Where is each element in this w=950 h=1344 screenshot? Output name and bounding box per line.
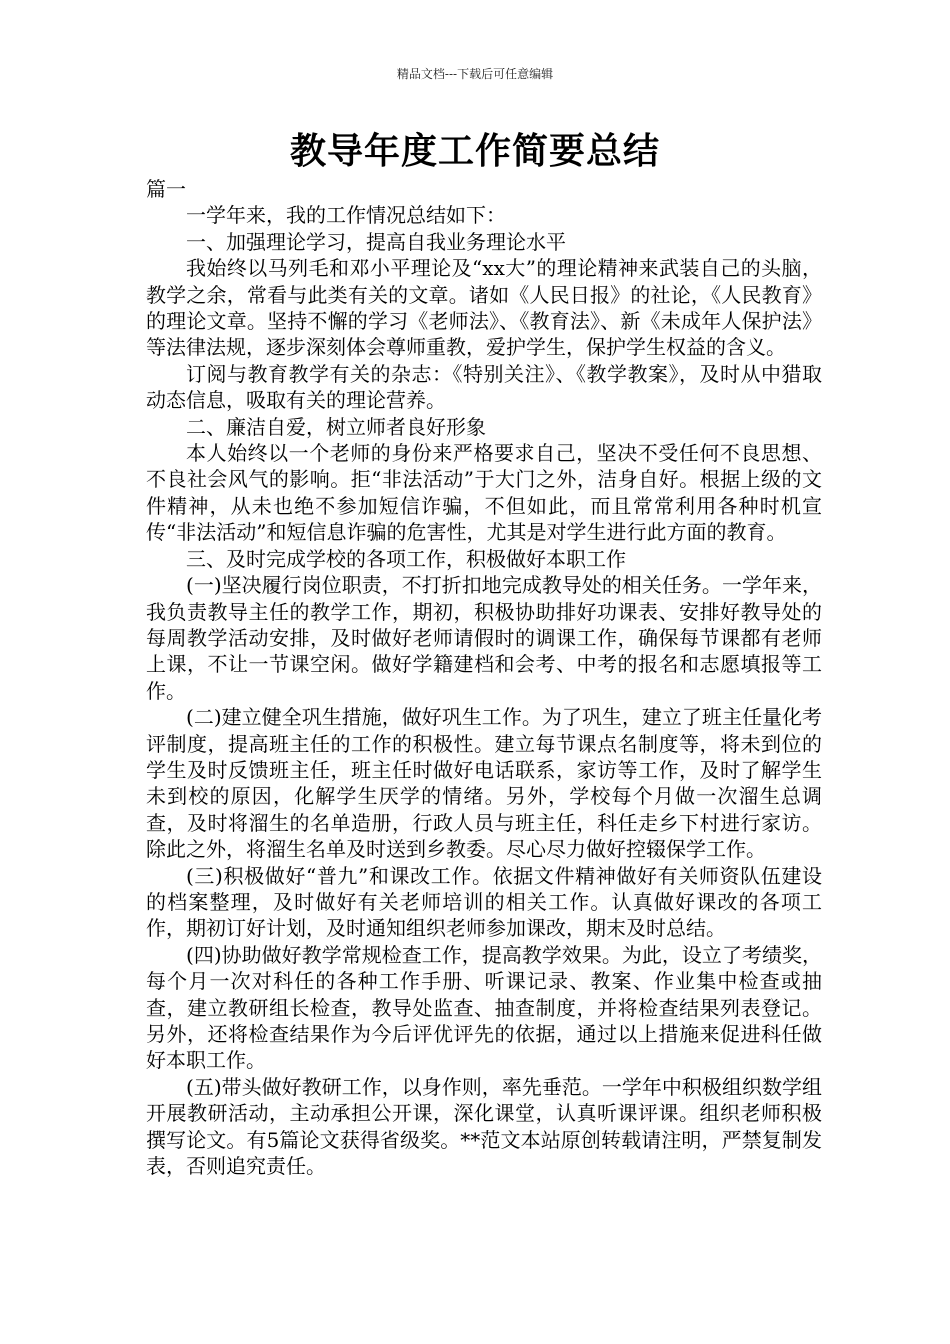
paragraph-theory-study: 我始终以马列毛和邓小平理论及“xx大”的理论精神来武装自己的头脑，教学之余，常看与此类有关的文章。诸如《人民日报》的社论，《人民教育》的理论文章。坚持不懈的学习《老师法》、《教育法》、新《未成年人保护法》等法律法规，逐步深刻体会尊师重教，爱护学生，保护学生权益的含义。 <box>146 256 822 360</box>
paragraph-item-2: (二)建立健全巩生措施，做好巩生工作。为了巩生，建立了班主任量化考评制度，提高班主任的工作的积极性。建立每节课点名制度等，将未到位的学生及时反馈班主任，班主任时做好电话联系，家访等工作，及时了解学生未到校的原因，化解学生厌学的情绪。另外，学校每个月做一次溜生总调查，及时将溜生的名单造册，行政人员与班主任，科任走乡下村进行家访。除此之外，将溜生名单及时送到乡教委。尽心尽力做好控辍保学工作。 <box>146 705 822 862</box>
paragraph-intro: 一学年来，我的工作情况总结如下： <box>186 203 506 228</box>
section-label: 篇一 <box>146 177 186 201</box>
paragraph-item-1: (一)坚决履行岗位职责，不打折扣地完成教导处的相关任务。一学年来，我负责教导主任的教学工作，期初，积极协助排好功课表、安排好教导处的每周教学活动安排，及时做好老师请假时的调课工作，确保每节课都有老师上课，不让一节课空闲。做好学籍建档和会考、中考的报名和志愿填报等工作。 <box>146 573 822 703</box>
document-title: 教导年度工作简要总结 <box>289 130 660 172</box>
paragraph-item-3: (三)积极做好“普九”和课改工作。依据文件精神做好有关师资队伍建设的档案整理，及时做好有关老师培训的相关工作。认真做好课改的各项工作，期初订好计划，及时通知组织老师参加课改，期末及时总结。 <box>146 863 822 941</box>
paragraph-item-4: (四)协助做好教学常规检查工作，提高教学效果。为此，设立了考绩奖，每个月一次对科任的各种工作手册、听课记录、教案、作业集中检查或抽查，建立教研组长检查，教导处监查、抽查制度，并将检查结果列表登记。另外，还将检查结果作为今后评优评先的依据，通过以上措施来促进科任做好本职工作。 <box>146 942 822 1073</box>
heading-section-2: 二、廉洁自爱，树立师者良好形象 <box>186 414 486 439</box>
document-body <box>146 176 822 1179</box>
page-header-note: 精品文档---下载后可任意编辑 <box>396 67 554 81</box>
heading-section-3: 三、及时完成学校的各项工作，积极做好本职工作 <box>186 546 626 571</box>
heading-section-1: 一、加强理论学习，提高自我业务理论水平 <box>186 229 566 254</box>
paragraph-integrity: 本人始终以一个老师的身份来严格要求自己，坚决不受任何不良思想、不良社会风气的影响。拒“非法活动”于大门之外，洁身自好。根据上级的文件精神，从未也绝不参加短信诈骗，不但如此，而且常常利用各种时机宣传“非法活动”和短信息诈骗的危害性，尤其是对学生进行此方面的教育。 <box>146 441 822 545</box>
paragraph-magazines: 订阅与教育教学有关的杂志：《特别关注》、《教学教案》，及时从中猎取动态信息，吸取有关的理论营养。 <box>146 361 822 413</box>
paragraph-item-5: (五)带头做好教研工作，以身作则，率先垂范。一学年中积极组织数学组开展教研活动，主动承担公开课，深化课堂，认真听课评课。组织老师积极撰写论文。有5篇论文获得省级奖。**范文本站原创转载请注明，严禁复制发表，否则追究责任。 <box>146 1074 822 1179</box>
